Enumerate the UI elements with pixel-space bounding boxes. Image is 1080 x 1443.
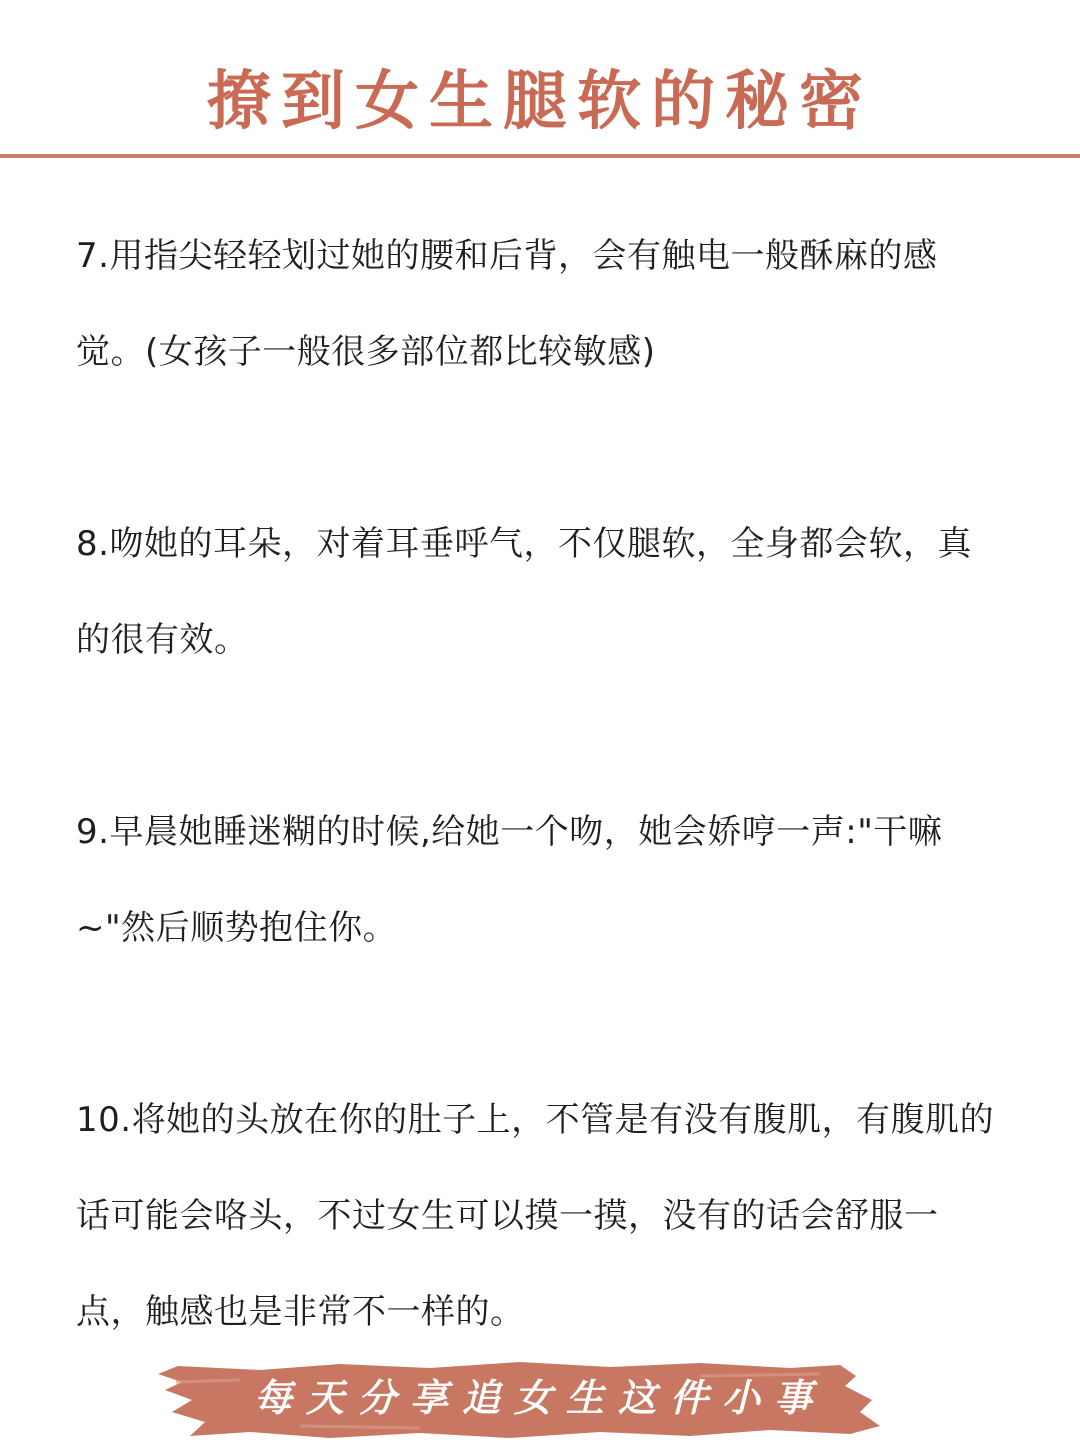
footer-slogan: 每天分享追女生这件小事 [253, 1375, 826, 1420]
header [0, 0, 1080, 158]
tip-item-8: 8.吻她的耳朵，对着耳垂呼气，不仅腿软，全身都会软，真的很有效。 [76, 524, 972, 660]
tip-item-7: 7.用指尖轻轻划过她的腰和后背，会有触电一般酥麻的感觉。(女孩子一般很多部位都比较敏感) [76, 236, 938, 372]
page-title: 撩到女生腿软的秘密 [207, 64, 873, 139]
tips-list [76, 208, 1006, 1360]
header-divider [0, 154, 1080, 158]
footer-banner [0, 1356, 1080, 1443]
tip-item-9: 9.早晨她睡迷糊的时候,给她一个吻，她会娇哼一声:"干嘛~"然后顺势抱住你。 [76, 812, 943, 948]
tip-item-10: 10.将她的头放在你的肚子上，不管是有没有腹肌，有腹肌的话可能会咯头，不过女生可以摸一摸，没有的话会舒服一点，触感也是非常不一样的。 [76, 1100, 995, 1332]
